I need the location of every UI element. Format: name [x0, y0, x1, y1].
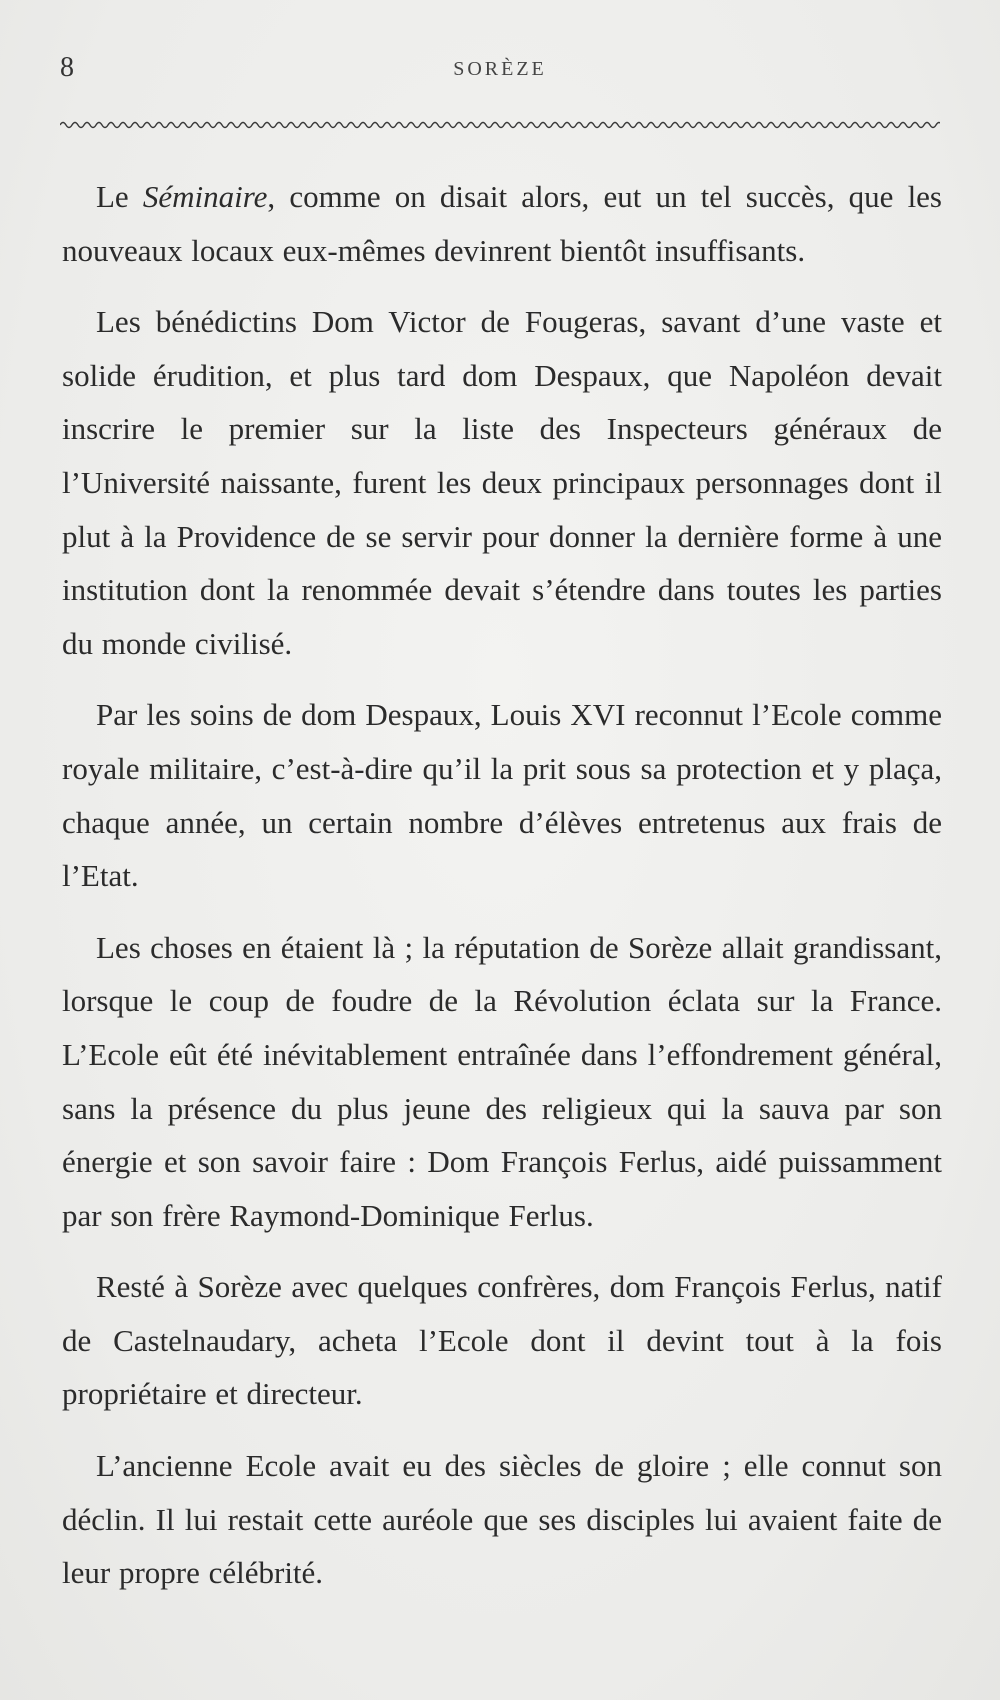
paragraph-1	[62, 170, 942, 277]
paragraph-6: L’ancienne Ecole avait eu des siècles de gloire ; elle connut son déclin. Il lui restait cette auréole que ses disciples lui avaient faite de leur propre célébrité.	[62, 1448, 942, 1591]
wavy-rule-ornament	[60, 118, 940, 132]
page-number: 8	[60, 52, 74, 83]
paragraph-2: Les bénédictins Dom Victor de Fougeras, savant d’une vaste et solide érudition, et plus tard dom Despaux, que Napoléon devait inscrire le premier sur la liste des Inspecteurs généraux de l’Université naissante, furent les deux principaux personnages dont il plut à la Providence de se servir pour donner la dernière forme à une institution dont la renommée devait s’étendre dans toutes les parties du monde civilisé.	[62, 304, 942, 661]
paragraph-3: Par les soins de dom Despaux, Louis XVI reconnut l’Ecole comme royale militaire, c’est-à-dire qu’il la prit sous sa protection et y plaça, chaque année, un certain nombre d’élèves entretenus aux frais de l’Etat.	[62, 697, 942, 894]
body-text	[62, 170, 942, 1618]
paragraph-4: Les choses en étaient là ; la réputation de Sorèze allait grandissant, lorsque le coup de foudre de la Révolution éclata sur la France. L’Ecole eût été inévitablement entraînée dans l’effondrement général, sans la présence du plus jeune des religieux qui la sauva par son énergie et son savoir faire : Dom François Ferlus, aidé puissamment par son frère Raymond-Dominique Ferlus.	[62, 929, 942, 1233]
paragraph-1-prefix: Le	[96, 179, 143, 214]
paragraph-5: Resté à Sorèze avec quelques confrères, dom François Ferlus, natif de Castelnaudary, acheta l’Ecole dont il devint tout à la fois propriétaire et directeur.	[62, 1269, 942, 1412]
seminaire-italic: Séminaire	[142, 179, 268, 214]
running-title: SORÈZE	[453, 58, 547, 80]
page-header	[60, 52, 940, 82]
paragraph-1-rest: , comme on disait alors, eut un tel succès, que les nouveaux locaux eux-mêmes devinrent bientôt insuffisants.	[62, 179, 942, 268]
